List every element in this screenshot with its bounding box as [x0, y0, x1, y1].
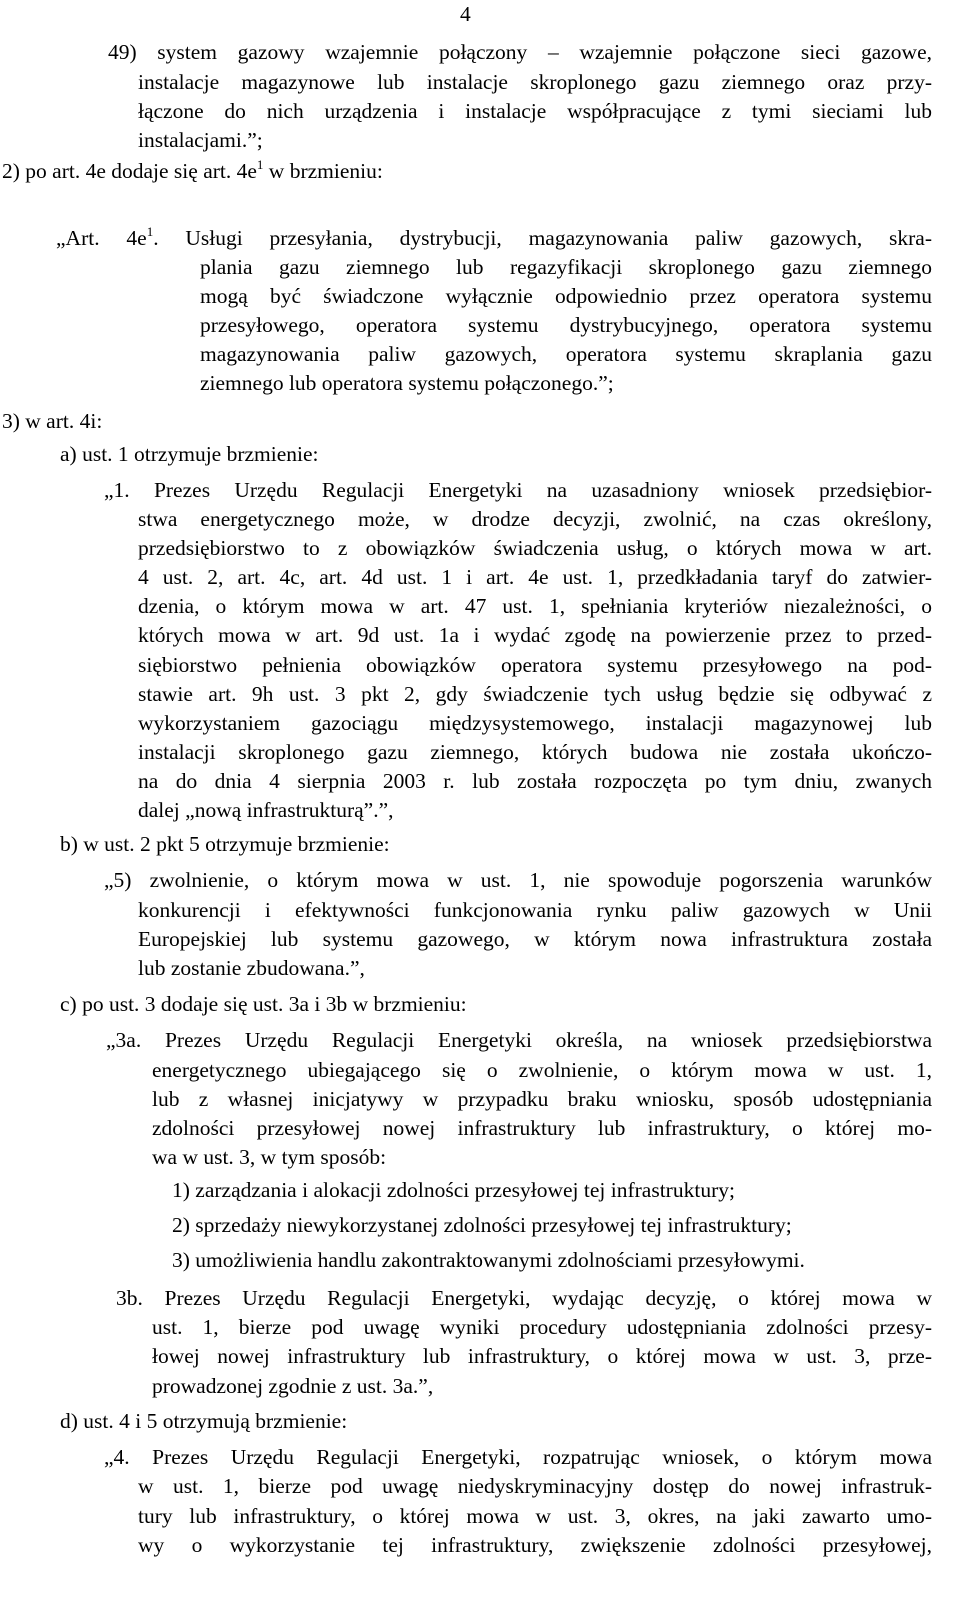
section-4-line-3: tury lub infrastruktury, o której mowa w ust. 3, okres, na jaki zawarto umo-	[138, 1504, 932, 1528]
amendment-point-2-tail: w brzmieniu:	[263, 159, 383, 183]
section-4-line-1: „4. Prezes Urzędu Regulacji Energetyki, rozpatrując wniosek, o którym mowa	[104, 1445, 932, 1469]
point-5-line-1: „5) zwolnienie, o którym mowa w ust. 1, nie spowoduje pogorszenia warunków	[104, 868, 932, 892]
letter-c: c) po ust. 3 dodaje się ust. 3a i 3b w brzmieniu:	[60, 992, 467, 1016]
letter-b: b) w ust. 2 pkt 5 otrzymuje brzmienie:	[60, 832, 390, 856]
article-4e1-line-4: przesyłowego, operatora systemu dystrybucyjnego, operatora systemu	[200, 313, 932, 337]
section-3b-line-4: prowadzonej zgodnie z ust. 3a.”,	[152, 1374, 434, 1398]
amendment-point-2	[2, 157, 383, 185]
section-3b-line-2: ust. 1, bierze pod uwagę wyniki procedury udostępniania zdolności przesy-	[152, 1315, 932, 1339]
definition-49-line-2: instalacje magazynowe lub instalacje skroplonego gazu ziemnego oraz przy-	[138, 70, 932, 94]
article-4e1-line-6: ziemnego lub operatora systemu połączonego.”;	[200, 371, 614, 395]
definition-49-line-3: łączone do nich urządzenia i instalacje współpracujące z tymi sieciami lub	[138, 99, 932, 123]
point-5-line-3: Europejskiej lub systemu gazowego, w którym nowa infrastruktura została	[138, 927, 932, 951]
section-1-line-6: których mowa w art. 9d ust. 1a i wydać zgodę na powierzenie przez to przed-	[138, 623, 932, 647]
article-4e1-text: . Usługi przesyłania, dystrybucji, magazynowania paliw gazowych, skra-	[153, 226, 933, 250]
section-1-line-12: dalej „nową infrastrukturą”.”,	[138, 798, 394, 822]
section-1-line-1: „1. Prezes Urzędu Regulacji Energetyki na uzasadniony wniosek przedsiębior-	[104, 478, 932, 502]
section-3a-line-4: zdolności przesyłowej nowej infrastruktury lub infrastruktury, o której mo-	[152, 1116, 932, 1140]
amendment-point-3: 3) w art. 4i:	[2, 409, 103, 433]
letter-a: a) ust. 1 otrzymuje brzmienie:	[60, 442, 319, 466]
section-3a-line-5: wa w ust. 3, w tym sposób:	[152, 1145, 387, 1169]
superscript: 1	[146, 224, 154, 239]
section-1-line-7: siębiorstwo pełnienia obowiązków operatora systemu przesyłowego na pod-	[138, 653, 932, 677]
article-4e1-line-2: plania gazu ziemnego lub regazyfikacji skroplonego gazu ziemnego	[200, 255, 932, 279]
section-3a-line-2: energetycznego ubiegającego się o zwolnienie, o którym mowa w ust. 1,	[152, 1058, 932, 1082]
section-1-line-3: przedsiębiorstwo to z obowiązków świadczenia usług, o których mowa w art.	[138, 536, 932, 560]
section-1-line-11: na do dnia 4 sierpnia 2003 r. lub została rozpoczęta po tym dniu, zwanych	[138, 769, 932, 793]
section-1-line-8: stawie art. 9h ust. 3 pkt 2, gdy świadczenie tych usług będzie się odbywać z	[138, 682, 932, 706]
section-1-line-2: stwa energetycznego może, w drodze decyzji, zwolnić, na czas określony,	[138, 507, 932, 531]
letter-d: d) ust. 4 i 5 otrzymują brzmienie:	[60, 1409, 348, 1433]
section-4-line-4: wy o wykorzystanie tej infrastruktury, zwiększenie zdolności przesyłowej,	[138, 1533, 932, 1557]
section-3a-point-3: 3) umożliwienia handlu zakontraktowanymi zdolnościami przesyłowymi.	[172, 1248, 805, 1272]
page-number: 4	[460, 2, 471, 26]
section-3a-point-1: 1) zarządzania i alokacji zdolności przesyłowej tej infrastruktury;	[172, 1178, 735, 1202]
point-5-line-2: konkurencji i efektywności funkcjonowania rynku paliw gazowych w Unii	[138, 898, 932, 922]
section-3a-point-2: 2) sprzedaży niewykorzystanej zdolności przesyłowej tej infrastruktury;	[172, 1213, 792, 1237]
section-1-line-5: dzenia, o którym mowa w art. 47 ust. 1, spełniania kryteriów niezależności, o	[138, 594, 932, 618]
section-1-line-10: instalacji skroplonego gazu ziemnego, których budowa nie została ukończo-	[138, 740, 932, 764]
definition-49-line-1: 49) system gazowy wzajemnie połączony – wzajemnie połączone sieci gazowe,	[108, 40, 932, 64]
section-4-line-2: w ust. 1, bierze pod uwagę niedyskryminacyjny dostęp do nowej infrastruk-	[138, 1474, 932, 1498]
section-1-line-9: wykorzystaniem gazociągu międzysystemowego, instalacji magazynowej lub	[138, 711, 932, 735]
section-3a-line-3: lub z własnej inicjatywy w przypadku braku wniosku, sposób udostępniania	[152, 1087, 932, 1111]
article-4e1-heading	[56, 224, 932, 252]
section-3b-line-3: łowej nowej infrastruktury lub infrastruktury, o której mowa w ust. 3, prze-	[152, 1344, 932, 1368]
article-4e1-line-5: magazynowania paliw gazowych, operatora systemu skraplania gazu	[200, 342, 932, 366]
superscript: 1	[256, 157, 264, 172]
article-4e1-label: „Art. 4e	[56, 226, 147, 250]
section-1-line-4: 4 ust. 2, art. 4c, art. 4d ust. 1 i art. 4e ust. 1, przedkładania taryf do zatwier-	[138, 565, 932, 589]
amendment-point-2-text: 2) po art. 4e dodaje się art. 4e	[2, 159, 257, 183]
article-4e1-line-3: mogą być świadczone wyłącznie odpowiednio przez operatora systemu	[200, 284, 932, 308]
point-5-line-4: lub zostanie zbudowana.”,	[138, 956, 365, 980]
section-3b-line-1: 3b. Prezes Urzędu Regulacji Energetyki, wydając decyzję, o której mowa w	[116, 1286, 932, 1310]
section-3a-line-1: „3a. Prezes Urzędu Regulacji Energetyki określa, na wniosek przedsiębiorstwa	[106, 1028, 932, 1052]
definition-49-line-4: instalacjami.”;	[138, 128, 263, 152]
